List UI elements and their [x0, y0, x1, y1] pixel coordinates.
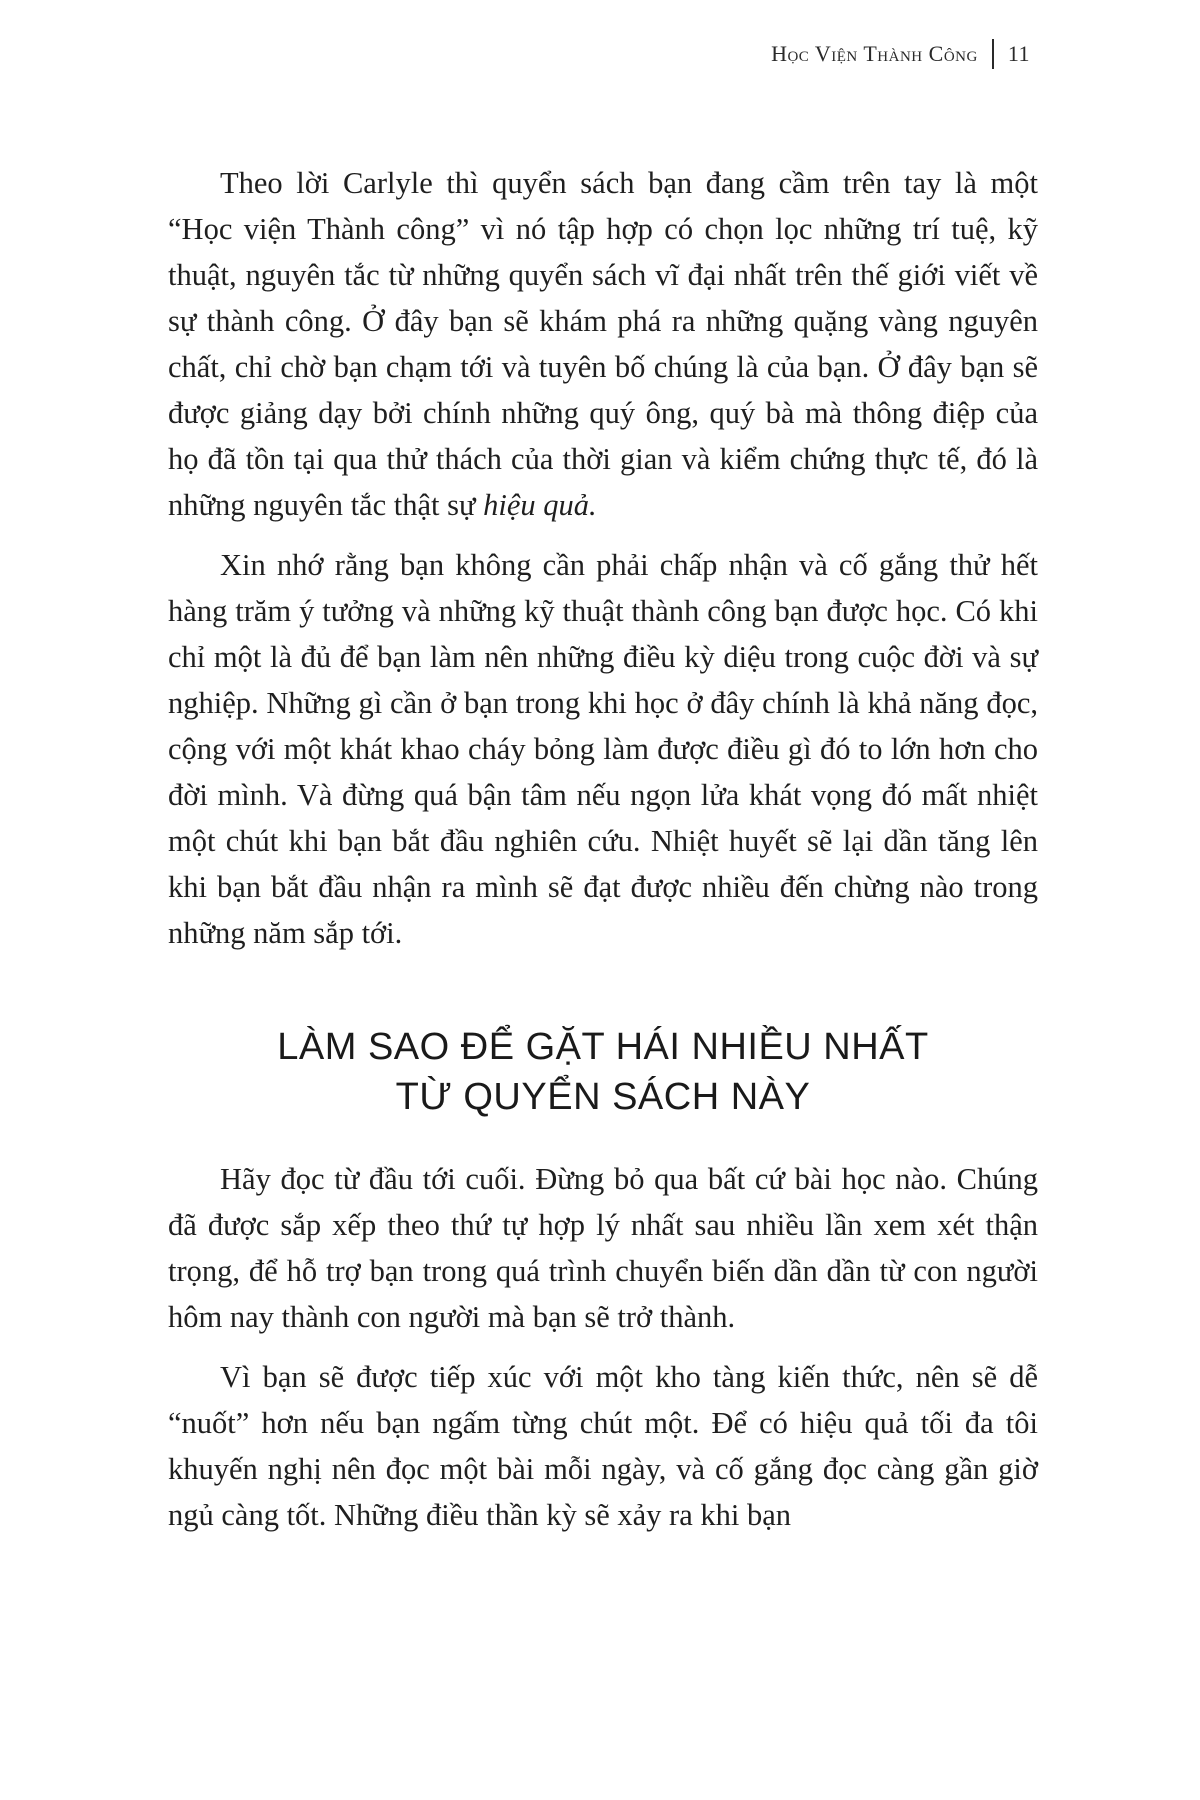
section-heading-line-2: TỪ QUYỂN SÁCH NÀY: [395, 1076, 811, 1118]
header-divider: [992, 39, 994, 69]
paragraph-1-emphasis: hiệu quả.: [483, 488, 597, 522]
page-body: [168, 160, 1038, 1552]
paragraph-2: Xin nhớ rằng bạn không cần phải chấp nhận và cố gắng thử hết hàng trăm ý tưởng và những kỹ thuật thành công bạn được học. Có khi chỉ một là đủ để bạn làm nên những điều kỳ diệu trong cuộc đời và sự nghiệp. Những gì cần ở bạn trong khi học ở đây chính là khả năng đọc, cộng với một khát khao cháy bỏng làm được điều gì đó to lớn hơn cho đời mình. Và đừng quá bận tâm nếu ngọn lửa khát vọng đó mất nhiệt một chút khi bạn bắt đầu nghiên cứu. Nhiệt huyết sẽ lại dần tăng lên khi bạn bắt đầu nhận ra mình sẽ đạt được nhiều đến chừng nào trong những năm sắp tới.: [168, 548, 1038, 950]
paragraph-1: [168, 160, 1038, 528]
page-number: 11: [1007, 41, 1030, 66]
running-header-title: Học Viện Thành Công: [771, 41, 978, 66]
paragraph-1-text: Theo lời Carlyle thì quyển sách bạn đang cầm trên tay là một “Học viện Thành công” vì nó tập hợp có chọn lọc những trí tuệ, kỹ thuật, nguyên tắc từ những quyển sách vĩ đại nhất trên thế giới viết về sự thành công. Ở đây bạn sẽ khám phá ra những quặng vàng nguyên chất, chỉ chờ bạn chạm tới và tuyên bố chúng là của bạn. Ở đây bạn sẽ được giảng dạy bởi chính những quý ông, quý bà mà thông điệp của họ đã tồn tại qua thử thách của thời gian và kiểm chứng thực tế, đó là những nguyên tắc thật sự: [168, 166, 1038, 522]
paragraph-4: Vì bạn sẽ được tiếp xúc với một kho tàng kiến thức, nên sẽ dễ “nuốt” hơn nếu bạn ngấm từng chút một. Để có hiệu quả tối đa tôi khuyến nghị nên đọc một bài mỗi ngày, và cố gắng đọc càng gần giờ ngủ càng tốt. Những điều thần kỳ sẽ xảy ra khi bạn: [168, 1360, 1038, 1532]
section-heading: [168, 1022, 1038, 1122]
paragraph-3: Hãy đọc từ đầu tới cuối. Đừng bỏ qua bất cứ bài học nào. Chúng đã được sắp xếp theo thứ tự hợp lý nhất sau nhiều lần xem xét thận trọng, để hỗ trợ bạn trong quá trình chuyển biến dần dần từ con người hôm nay thành con người mà bạn sẽ trở thành.: [168, 1162, 1038, 1334]
section-heading-line-1: LÀM SAO ĐỂ GẶT HÁI NHIỀU NHẤT: [277, 1026, 929, 1068]
running-header: [771, 38, 1030, 70]
